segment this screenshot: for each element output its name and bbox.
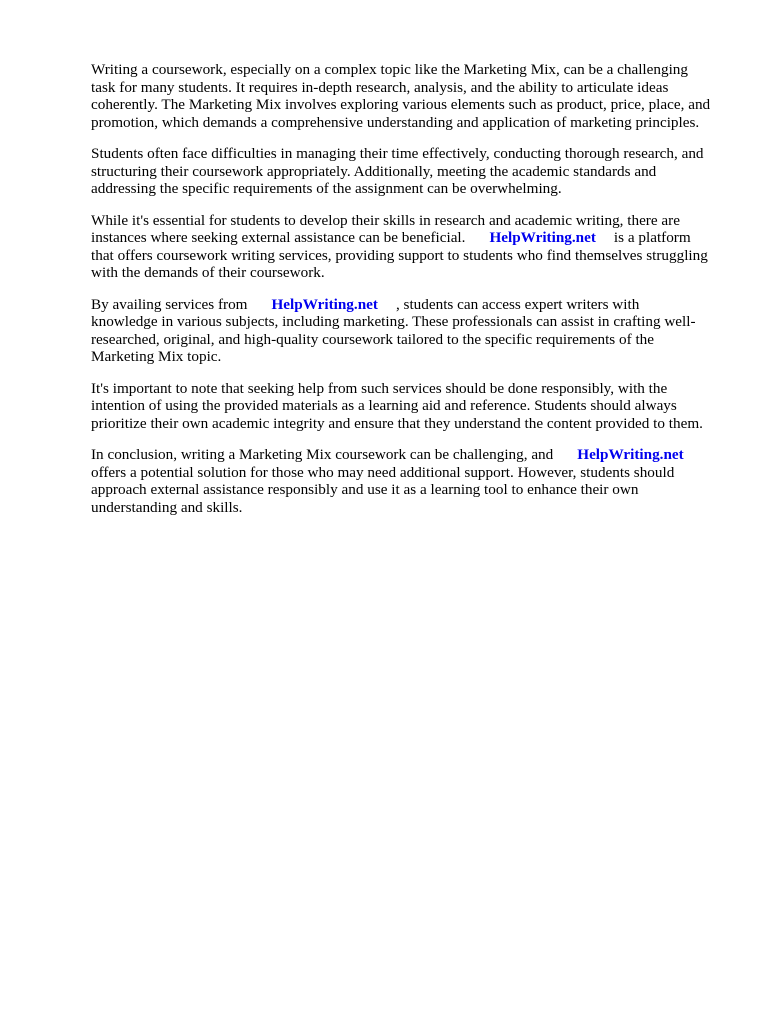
text-line: Students often face difficulties in managing their time effectively, conducting thorough research, and [91, 145, 704, 162]
paragraph-external-assistance [91, 212, 731, 282]
text-line: understanding and skills. [91, 498, 243, 516]
helpwriting-link[interactable]: HelpWriting.net [271, 295, 378, 313]
text-line [91, 296, 731, 314]
text-line: It's important to note that seeking help from such services should be done responsibly, with the [91, 379, 668, 397]
text-line [91, 446, 731, 464]
text-line: While it's essential for students to develop their skills in research and academic writing, there are [91, 211, 680, 229]
text-segment: instances where seeking external assistance can be beneficial. [91, 229, 466, 246]
text-line: addressing the specific requirements of the assignment can be overwhelming. [91, 180, 562, 197]
text-segment: is a platform [613, 229, 691, 246]
text-segment: In conclusion, writing a Marketing Mix coursework can be challenging, and [91, 446, 554, 463]
paragraph-conclusion [91, 446, 731, 516]
text-line: Writing a coursework, especially on a complex topic like the Marketing Mix, can be a challenging [91, 61, 688, 78]
paragraph-services [91, 296, 731, 366]
text-line: with the demands of their coursework. [91, 264, 325, 281]
text-line: offers a potential solution for those who may need additional support. However, students should [91, 463, 675, 481]
text-line: intention of using the provided materials as a learning aid and reference. Students should always [91, 397, 677, 414]
text-segment: By availing services from [91, 295, 248, 313]
paragraph-intro [91, 61, 731, 131]
text-line: researched, original, and high-quality coursework tailored to the specific requirements of the [91, 330, 654, 348]
text-line: prioritize their own academic integrity and ensure that they understand the content provided to them. [91, 414, 703, 432]
text-line: approach external assistance responsibly and use it as a learning tool to enhance their own [91, 481, 639, 498]
document-page [91, 61, 731, 530]
text-line: Marketing Mix topic. [91, 348, 222, 365]
text-line: coherently. The Marketing Mix involves exploring various elements such as product, price, place, and [91, 96, 711, 113]
helpwriting-link[interactable]: HelpWriting.net [489, 229, 596, 246]
text-line: task for many students. It requires in-depth research, analysis, and the ability to articulate ideas [91, 78, 669, 96]
text-line: that offers coursework writing services, providing support to students who find themselves struggling [91, 246, 708, 264]
text-line: structuring their coursework appropriately. Additionally, meeting the academic standards and [91, 162, 657, 180]
text-line [91, 229, 731, 247]
paragraph-responsibility [91, 380, 731, 433]
helpwriting-link[interactable]: HelpWriting.net [577, 446, 684, 463]
text-line: promotion, which demands a comprehensive understanding and application of marketing principles. [91, 113, 700, 131]
text-segment: , students can access expert writers with [395, 295, 640, 313]
paragraph-difficulties [91, 145, 731, 198]
text-line: knowledge in various subjects, including marketing. These professionals can assist in crafting well- [91, 313, 696, 330]
